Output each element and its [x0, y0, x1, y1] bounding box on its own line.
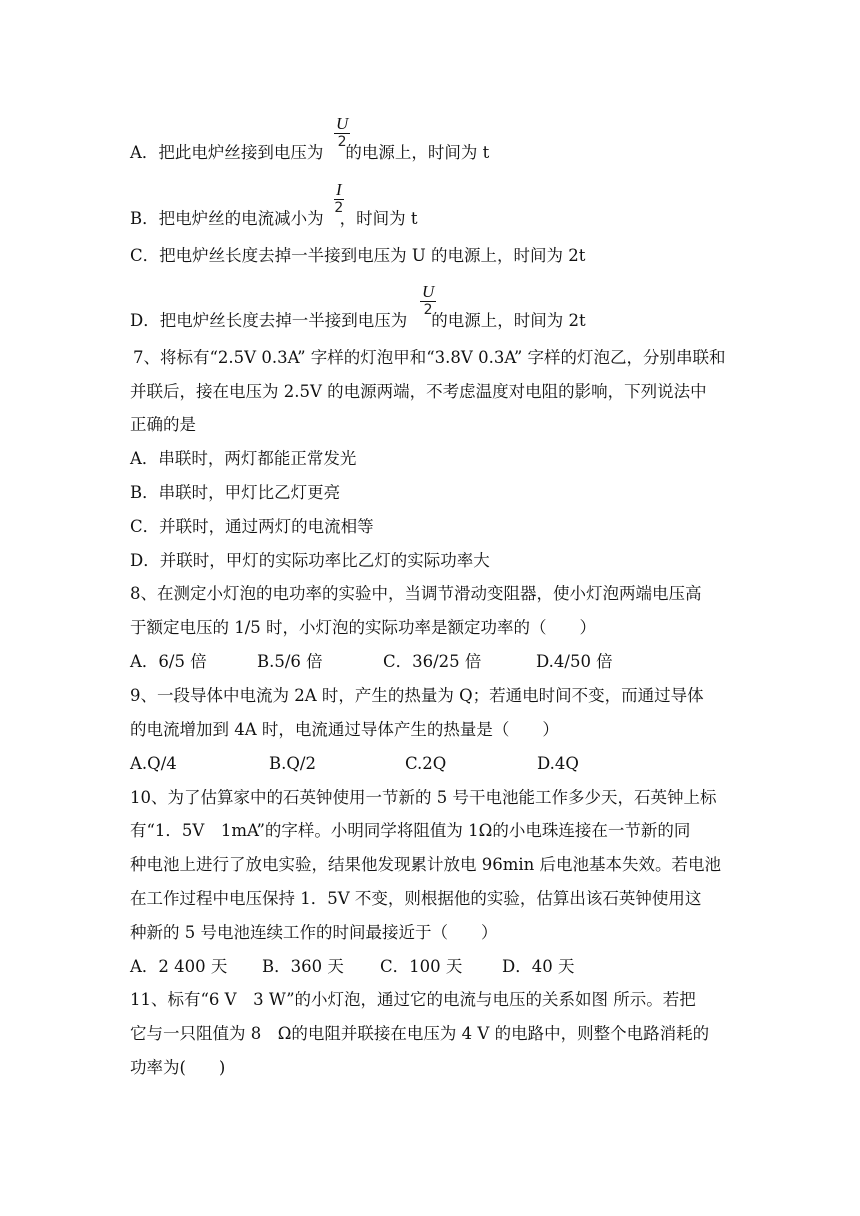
q9-stem-line-2: 的电流增加到 4A 时，电流通过导体产生的热量是（ ）	[130, 720, 559, 739]
q6-option-b-pre: B．把电炉丝的电流减小为	[130, 209, 324, 228]
q8-stem-line-1: 8、在测定小灯泡的电功率的实验中，当调节滑动变阻器，使小灯泡两端电压高	[130, 584, 702, 603]
q6-option-d-fraction	[420, 283, 436, 319]
q8-stem-line-2: 于额定电压的 1/5 时，小灯泡的实际功率是额定功率的（ ）	[130, 618, 597, 637]
q10-stem-line-5: 种新的 5 号电池连续工作的时间最接近于（ ）	[130, 923, 498, 942]
q6-option-d-post: 的电源上，时间为 2t	[431, 311, 586, 330]
q6-option-a	[130, 142, 489, 164]
fraction-numerator: U	[336, 114, 349, 133]
q10-stem-line-3: 种电池上进行了放电实验，结果他发现累计放电 96min 后电池基本失效。若电池	[130, 855, 722, 874]
q7-option-c: C．并联时，通过两灯的电流相等	[130, 517, 374, 536]
q7-option-d: D．并联时，甲灯的实际功率比乙灯的实际功率大	[130, 551, 490, 570]
q10-stem-line-2: 有“1．5V 1mA”的字样。小明同学将阻值为 1Ω的小电珠连接在一节新的同	[130, 821, 691, 840]
fraction-denominator: 2	[337, 134, 347, 150]
q6-option-b-fraction	[334, 181, 344, 217]
q7-option-b: B．串联时，甲灯比乙灯更亮	[130, 483, 341, 502]
q7-option-a: A．串联时，两灯都能正常发光	[130, 449, 357, 468]
q10-option-a: A．2 400 天	[130, 957, 228, 976]
q11-stem-line-1: 11、标有“6 V 3 W”的小灯泡，通过它的电流与电压的关系如图 所示。若把	[130, 990, 696, 1009]
q6-option-c: C．把电炉丝长度去掉一半接到电压为 U 的电源上，时间为 2t	[130, 246, 586, 265]
q6-option-a-post: 的电源上，时间为 t	[345, 143, 490, 162]
fraction-denominator: 2	[334, 200, 344, 216]
q10-option-c: C．100 天	[380, 957, 463, 976]
q6-option-d-pre: D．把电炉丝长度去掉一半接到电压为	[130, 311, 408, 330]
fraction-denominator: 2	[423, 302, 433, 318]
q6-option-a-fraction	[334, 115, 350, 151]
q11-stem-line-3: 功率为( )	[130, 1058, 226, 1077]
q6-option-b-post: ，时间为 t	[339, 209, 418, 228]
q7-stem-line-2: 并联后，接在电压为 2.5V 的电源两端，不考虑温度对电阻的影响，下列说法中	[130, 382, 707, 401]
q8-option-b: B.5/6 倍	[257, 652, 323, 671]
q9-option-c: C.2Q	[405, 754, 447, 773]
q9-option-d: D.4Q	[537, 754, 579, 773]
fraction-numerator: U	[422, 282, 435, 301]
q8-option-c: C．36/25 倍	[383, 652, 482, 671]
q6-option-a-pre: A．把此电炉丝接到电压为	[130, 143, 324, 162]
q9-option-b: B.Q/2	[269, 754, 316, 773]
q9-stem-line-1: 9、一段导体中电流为 2A 时，产生的热量为 Q；若通电时间不变，而通过导体	[130, 686, 704, 705]
q10-option-b: B．360 天	[262, 957, 344, 976]
q7-stem-line-3: 正确的是	[130, 415, 196, 434]
q8-option-a: A．6/5 倍	[130, 652, 207, 671]
q6-option-b	[130, 208, 418, 230]
q6-option-d	[130, 310, 586, 332]
q10-option-d: D．40 天	[502, 957, 575, 976]
q7-stem-line-1: 7、将标有“2.5V 0.3A” 字样的灯泡甲和“3.8V 0.3A” 字样的灯泡乙，分别串联和	[133, 348, 726, 367]
q8-option-d: D.4/50 倍	[536, 652, 613, 671]
q11-stem-line-2: 它与一只阻值为 8 Ω的电阻并联接在电压为 4 V 的电路中，则整个电路消耗的	[130, 1024, 710, 1043]
q10-stem-line-4: 在工作过程中电压保持 1．5V 不变，则根据他的实验，估算出该石英钟使用这	[130, 889, 702, 908]
q10-stem-line-1: 10、为了估算家中的石英钟使用一节新的 5 号干电池能工作多少天，石英钟上标	[130, 788, 717, 807]
fraction-numerator: I	[336, 180, 342, 199]
q9-option-a: A.Q/4	[130, 754, 177, 773]
